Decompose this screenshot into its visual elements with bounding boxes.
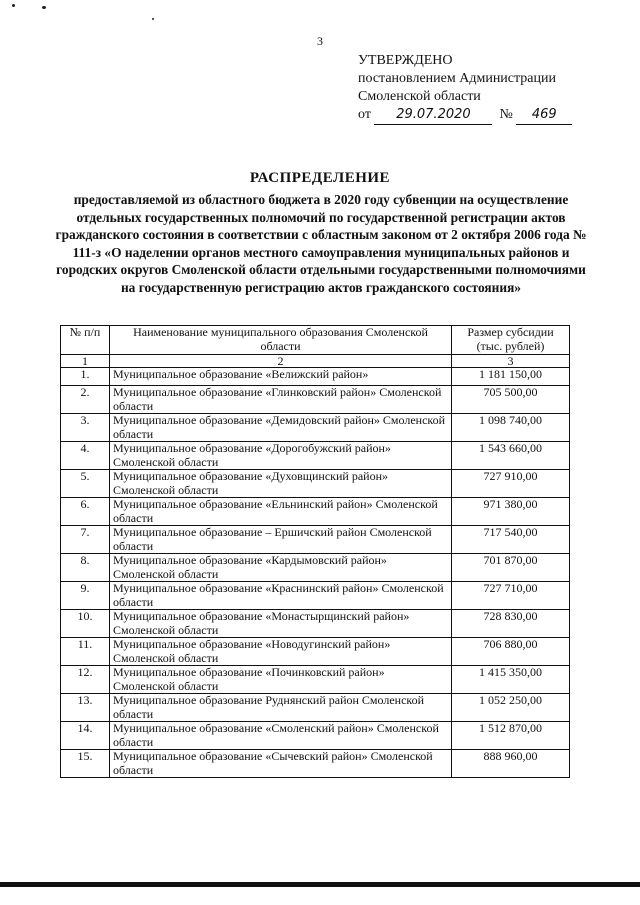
row-municipality: Муниципальное образование «Велижский район» bbox=[110, 368, 452, 386]
row-amount: 706 880,00 bbox=[452, 638, 570, 666]
col-number-1: 1 bbox=[61, 355, 110, 368]
table-row bbox=[61, 386, 570, 414]
row-number: 5. bbox=[61, 470, 110, 498]
document-title: РАСПРЕДЕЛЕНИЕ bbox=[249, 170, 391, 186]
row-number: 6. bbox=[61, 498, 110, 526]
row-amount: 727 710,00 bbox=[452, 582, 570, 610]
row-amount: 1 512 870,00 bbox=[452, 722, 570, 750]
row-number: 9. bbox=[61, 582, 110, 610]
table-row bbox=[61, 666, 570, 694]
table-row bbox=[61, 554, 570, 582]
scan-speck bbox=[12, 4, 15, 7]
document-subtitle: предоставляемой из областного бюджета в 2020 году субвенции на осуществление отдельных государственных полномочий по государственной регистрации актов гражданского состояния в соответствии с областным законом от 2 октября 2006 года № 111-з «О наделении органов местного самоуправления муниципальных районов и городских округов Смоленской области отдельными государственными полномочиями на государственную регистрацию актов гражданского состояния» bbox=[55, 192, 587, 295]
row-amount: 717 540,00 bbox=[452, 526, 570, 554]
row-amount: 705 500,00 bbox=[452, 386, 570, 414]
row-municipality: Муниципальное образование Руднянский район Смоленской области bbox=[110, 694, 452, 722]
table-row bbox=[61, 750, 570, 778]
distribution-table bbox=[60, 325, 570, 778]
row-number: 11. bbox=[61, 638, 110, 666]
row-number: 13. bbox=[61, 694, 110, 722]
row-municipality: Муниципальное образование «Глинковский район» Смоленской области bbox=[110, 386, 452, 414]
row-municipality: Муниципальное образование «Ельнинский район» Смоленской области bbox=[110, 498, 452, 526]
row-amount: 971 380,00 bbox=[452, 498, 570, 526]
header-amount: Размер субсидии (тыс. рублей) bbox=[452, 326, 570, 355]
row-number: 15. bbox=[61, 750, 110, 778]
scan-edge-bar bbox=[0, 882, 640, 887]
row-amount: 727 910,00 bbox=[452, 470, 570, 498]
row-municipality: Муниципальное образование «Новодугинский район» Смоленской области bbox=[110, 638, 452, 666]
number-prefix: № bbox=[499, 107, 513, 122]
row-amount: 888 960,00 bbox=[452, 750, 570, 778]
row-municipality: Муниципальное образование «Дорогобужский район» Смоленской области bbox=[110, 442, 452, 470]
row-number: 2. bbox=[61, 386, 110, 414]
page-number: 3 bbox=[317, 34, 323, 48]
table-row bbox=[61, 368, 570, 386]
table-row bbox=[61, 582, 570, 610]
table-row bbox=[61, 442, 570, 470]
row-number: 4. bbox=[61, 442, 110, 470]
table-row bbox=[61, 638, 570, 666]
row-municipality: Муниципальное образование «Духовщинский район» Смоленской области bbox=[110, 470, 452, 498]
row-municipality: Муниципальное образование «Краснинский район» Смоленской области bbox=[110, 582, 452, 610]
row-municipality: Муниципальное образование «Кардымовский район» Смоленской области bbox=[110, 554, 452, 582]
col-number-2: 2 bbox=[110, 355, 452, 368]
table-row bbox=[61, 470, 570, 498]
row-number: 14. bbox=[61, 722, 110, 750]
table-row bbox=[61, 526, 570, 554]
table-row bbox=[61, 610, 570, 638]
row-municipality: Муниципальное образование «Монастырщинский район» Смоленской области bbox=[110, 610, 452, 638]
row-number: 3. bbox=[61, 414, 110, 442]
approval-date-line bbox=[358, 106, 572, 125]
row-amount: 728 830,00 bbox=[452, 610, 570, 638]
scan-speck bbox=[42, 6, 46, 9]
table-header-row bbox=[61, 326, 570, 355]
row-municipality: Муниципальное образование – Ершичский район Смоленской области bbox=[110, 526, 452, 554]
header-number: № п/п bbox=[61, 326, 110, 355]
row-municipality: Муниципальное образование «Сычевский район» Смоленской области bbox=[110, 750, 452, 778]
row-number: 8. bbox=[61, 554, 110, 582]
approval-title: УТВЕРЖДЕНО bbox=[358, 53, 453, 68]
column-number-row bbox=[61, 355, 570, 368]
row-amount: 1 415 350,00 bbox=[452, 666, 570, 694]
row-number: 12. bbox=[61, 666, 110, 694]
row-amount: 1 098 740,00 bbox=[452, 414, 570, 442]
scan-speck bbox=[152, 18, 154, 20]
approval-issuer: постановлением Администрации bbox=[358, 71, 556, 86]
row-municipality: Муниципальное образование «Починковский район» Смоленской области bbox=[110, 666, 452, 694]
approval-date: 29.07.2020 bbox=[374, 106, 492, 125]
table-row bbox=[61, 498, 570, 526]
header-municipality: Наименование муниципального образования Смоленской области bbox=[110, 326, 452, 355]
col-number-3: 3 bbox=[452, 355, 570, 368]
row-number: 10. bbox=[61, 610, 110, 638]
row-number: 7. bbox=[61, 526, 110, 554]
row-amount: 1 052 250,00 bbox=[452, 694, 570, 722]
date-prefix: от bbox=[358, 107, 371, 122]
approval-block bbox=[358, 52, 572, 125]
row-municipality: Муниципальное образование «Смоленский район» Смоленской области bbox=[110, 722, 452, 750]
row-amount: 1 543 660,00 bbox=[452, 442, 570, 470]
row-municipality: Муниципальное образование «Демидовский район» Смоленской области bbox=[110, 414, 452, 442]
row-number: 1. bbox=[61, 368, 110, 386]
row-amount: 701 870,00 bbox=[452, 554, 570, 582]
approval-number: 469 bbox=[516, 106, 572, 125]
table-row bbox=[61, 694, 570, 722]
row-amount: 1 181 150,00 bbox=[452, 368, 570, 386]
table-row bbox=[61, 414, 570, 442]
table-row bbox=[61, 722, 570, 750]
approval-region: Смоленской области bbox=[358, 89, 481, 104]
